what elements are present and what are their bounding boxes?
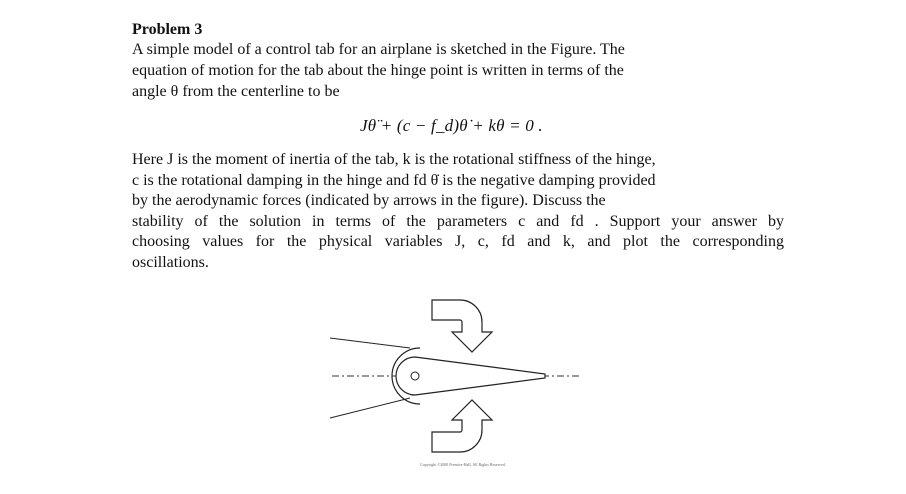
copyright-notice: Copyright ©2000 Prentice-Hall, All Rights Reserved.	[420, 462, 506, 467]
equation-of-motion: Jθ̈ + (c − f_d)θ̇ + kθ = 0 .	[360, 116, 543, 135]
body-line-6: oscillations.	[132, 253, 209, 271]
intro-line-1: A simple model of a control tab for an airplane is sketched in the Figure. The	[132, 41, 625, 58]
intro-paragraph	[132, 39, 782, 102]
intro-line-2: equation of motion for the tab about the hinge point is written in terms of the	[132, 62, 624, 79]
body-line-3: by the aerodynamic forces (indicated by arrows in the figure). Discuss the	[132, 192, 606, 209]
intro-line-3: angle θ from the centerline to be	[132, 83, 340, 100]
upper-force-arrow	[432, 300, 492, 352]
control-tab-figure	[320, 290, 590, 470]
body-line-4: stability of the solution in terms of the parameters c and fd . Support your answer by	[132, 212, 784, 230]
airfoil-lower-edge	[330, 398, 410, 418]
body-paragraph	[132, 150, 784, 273]
body-line-5: choosing values for the physical variables J, c, fd and k, and plot the corresponding	[132, 233, 784, 250]
problem-text	[132, 20, 782, 102]
body-line-1: Here J is the moment of inertia of the tab, k is the rotational stiffness of the hinge,	[132, 151, 656, 168]
lower-force-arrow	[432, 400, 492, 452]
body-line-2: c is the rotational damping in the hinge and fd θ̇ is the negative damping provided	[132, 171, 656, 189]
problem-title: Problem 3	[132, 21, 203, 38]
airfoil-upper-edge	[330, 338, 410, 348]
hinge-pin	[411, 372, 419, 380]
